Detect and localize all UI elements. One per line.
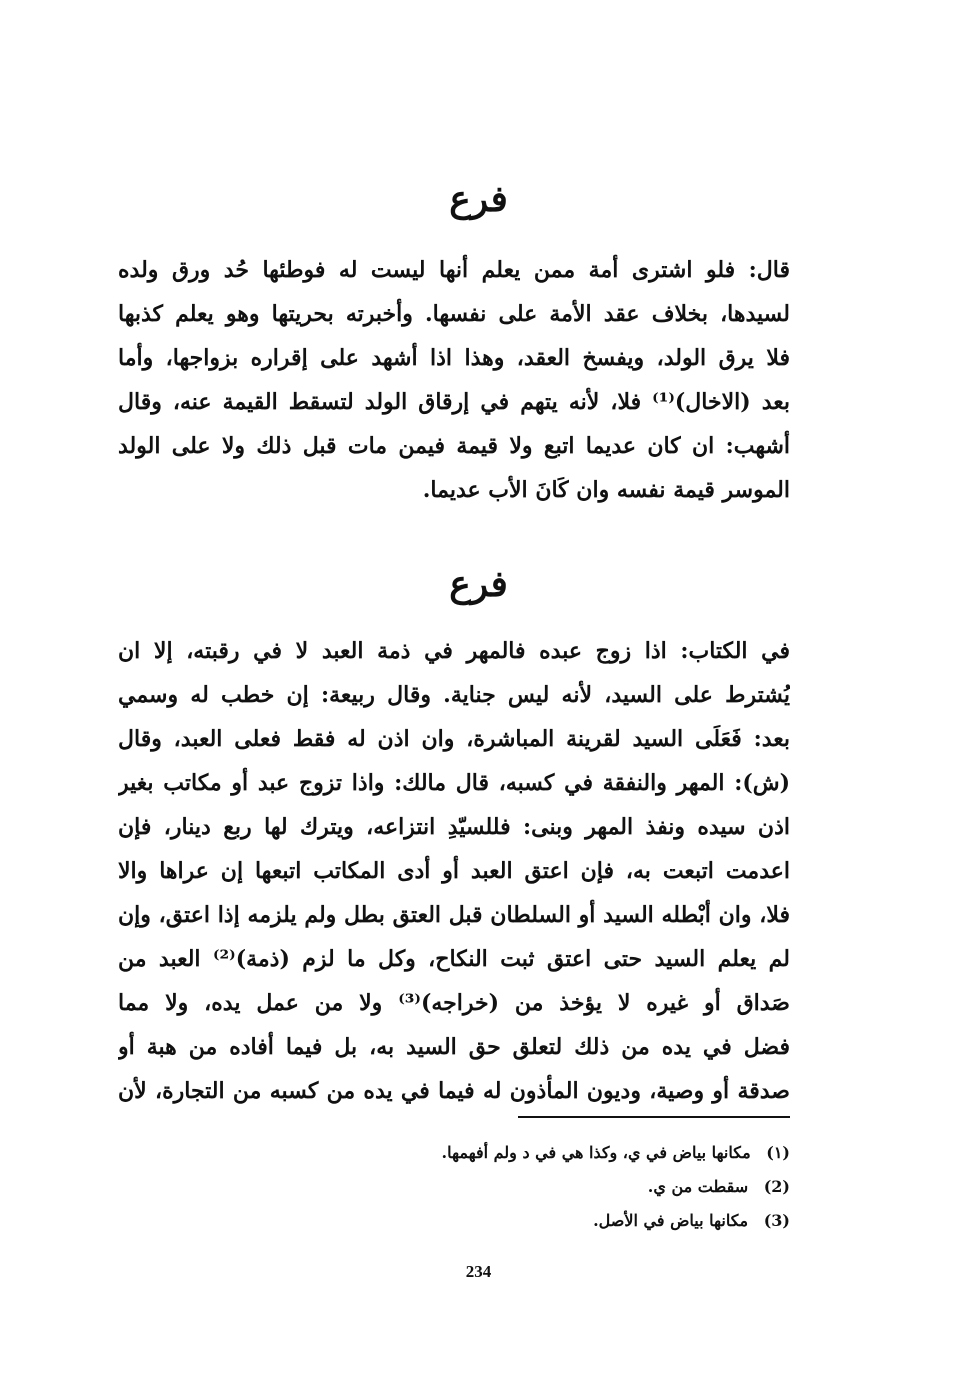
text-line: اذن سيده ونفذ المهر وبنى: فللسيّدِ انتزاعه، ويترك لها ربع دينار، فإن [118,814,790,840]
text-line: اعدمت اتبعت به، فإن اعتق العبد أو أدى المكاتب اتبعها إن عراها والا [118,858,790,884]
footnote [300,1136,790,1170]
footnote-number: (2) [763,1177,790,1196]
text-line: أشهب: ان كان عديما اتبع ولا قيمة فيمن مات قبل ذلك ولا على الولد [118,433,790,459]
footnote-text: مكانها بياض في الأصل. [593,1211,749,1230]
footnote-text: مكانها بياض في ي، وكذا هي في د ولم أفهمها. [441,1143,751,1162]
text-line: (ش): المهر والنفقة في كسبه، قال مالك: واذا تزوج عبد أو مكاتب بغير [118,770,790,796]
text-line: فلا، وان أبْطله السيد أو السلطان قبل العتق بطل ولم يلزمه إذا اعتق، وإن [118,902,790,928]
text-line: فضل في يده من ذلك لتعلق حق السيد به، بل فيما أفاده من هبة أو [118,1034,790,1060]
footnote-number: (١) [766,1143,790,1162]
text-line: صدقة أو وصية، وديون المأذون له فيما في يده من كسبه من التجارة، لأن [118,1078,790,1104]
paragraph-1 [118,248,790,512]
text-line: صَداق أو غيره لا يؤخذ من (خراجه)⁽³⁾ ولا من عمل يده، ولا مما [118,990,790,1016]
text-line: قال: فلو اشترى أمة ممن يعلم أنها ليست له فوطئها حُد ورق ولده [118,257,790,283]
text-line: فلا يرق الولد، ويفسخ العقد، وهذا اذا أشهد على إقراره بزواجها، وأما [118,345,790,371]
footnote [300,1204,790,1238]
section-heading: فرع [449,563,508,605]
footnote-text: سقطت من ي. [647,1177,749,1196]
paragraph-2 [118,629,790,1113]
text-line: في الكتاب: اذا زوج عبده فالمهر في ذمة العبد لا في رقبته، إلا ان [118,638,790,664]
footnote-divider [518,1116,790,1118]
footnote [300,1170,790,1204]
text-line: الموسر قيمة نفسه وان كَانَ الأب عديما. [422,477,790,503]
text-line: بعد: فَعَلَى السيد لقرينة المباشرة، وان اذن له فقط فعلى العبد، وقال [118,726,790,752]
text-line: بعد (الاخال)⁽¹⁾ فلا، لأنه يتهم في إرقاق الولد لتسقط القيمة عنه، وقال [118,389,790,415]
section-heading: فرع [449,178,508,220]
text-line: لسيدها، بخلاف عقد الأمة على نفسها. وأخبرته بحريتها وهو يعلم كذبها [118,301,790,327]
text-line: لم يعلم السيد حتى اعتق ثبت النكاح، وكل ما لزم (ذمة)⁽²⁾ العبد من [118,946,790,972]
footnote-number: (3) [763,1211,790,1230]
page-number: 234 [465,1262,492,1281]
text-line: يُشترط على السيد، لأنه ليس جناية. وقال ربيعة: إن خطب له وسمي [118,682,790,708]
footnotes [300,1136,790,1238]
